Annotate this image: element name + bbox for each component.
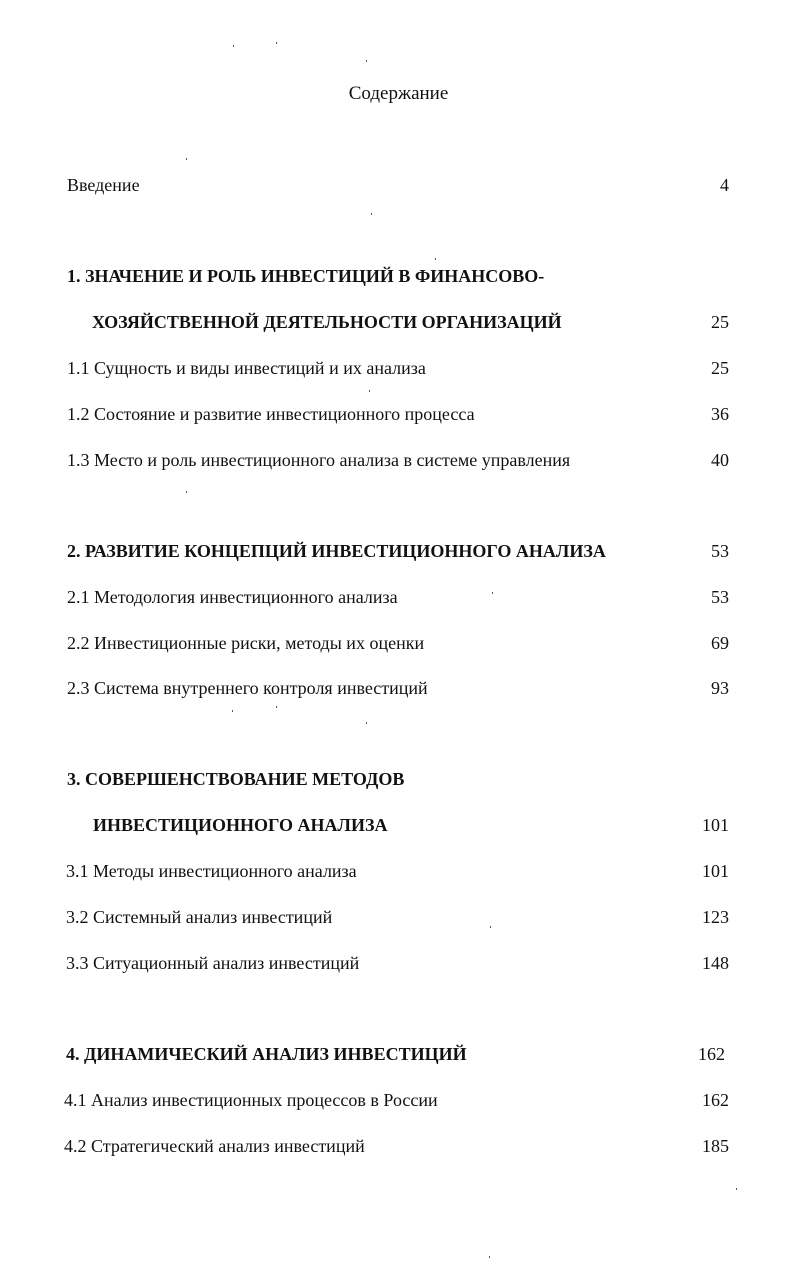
scan-speck bbox=[276, 42, 277, 44]
section-1-heading bbox=[0, 263, 797, 289]
scan-speck bbox=[492, 592, 493, 594]
toc-entry-label: 2.1 Методология инвестиционного анализа bbox=[67, 587, 398, 607]
scan-speck bbox=[186, 491, 187, 493]
section-3-heading bbox=[0, 766, 797, 792]
scan-speck bbox=[490, 926, 491, 928]
toc-entry-label: 2.3 Система внутреннего контроля инвестиций bbox=[67, 678, 428, 698]
scan-speck bbox=[489, 1256, 490, 1258]
toc-entry bbox=[0, 401, 797, 427]
toc-entry bbox=[0, 904, 797, 930]
toc-entry-page: 25 bbox=[711, 358, 729, 378]
toc-entry-page: 101 bbox=[702, 861, 729, 881]
toc-entry-label: 3.2 Системный анализ инвестиций bbox=[66, 907, 333, 927]
section-heading-text: ХОЗЯЙСТВЕННОЙ ДЕЯТЕЛЬНОСТИ ОРГАНИЗАЦИЙ bbox=[92, 312, 562, 332]
toc-entry-page: 53 bbox=[711, 587, 729, 607]
toc-entry-label: 1.2 Состояние и развитие инвестиционного процесса bbox=[67, 404, 475, 424]
toc-entry-label: 3.3 Ситуационный анализ инвестиций bbox=[66, 953, 360, 973]
toc-entry bbox=[0, 630, 797, 656]
toc-entry-label: 2.2 Инвестиционные риски, методы их оценки bbox=[67, 633, 425, 653]
section-3-heading-cont bbox=[0, 812, 797, 838]
section-page: 25 bbox=[711, 312, 729, 332]
toc-entry-label: 4.2 Стратегический анализ инвестиций bbox=[64, 1136, 365, 1156]
scan-speck bbox=[232, 710, 233, 712]
section-heading-text: 1. ЗНАЧЕНИЕ И РОЛЬ ИНВЕСТИЦИЙ В ФИНАНСОВО- bbox=[67, 266, 545, 286]
section-heading-text: 3. СОВЕРШЕНСТВОВАНИЕ МЕТОДОВ bbox=[67, 769, 405, 789]
scan-speck bbox=[371, 213, 372, 215]
toc-entry-label: Введение bbox=[67, 175, 140, 195]
toc-entry bbox=[0, 1087, 797, 1113]
toc-entry-label: 1.1 Сущность и виды инвестиций и их анализа bbox=[67, 358, 426, 378]
scan-speck bbox=[366, 722, 367, 724]
toc-entry-page: 4 bbox=[720, 175, 729, 195]
toc-entry bbox=[0, 1133, 797, 1159]
toc-entry-page: 148 bbox=[702, 953, 729, 973]
toc-entry bbox=[0, 858, 797, 884]
toc-entry bbox=[0, 950, 797, 976]
toc-entry-page: 93 bbox=[711, 678, 729, 698]
toc-entry-label: 3.1 Методы инвестиционного анализа bbox=[66, 861, 357, 881]
scan-speck bbox=[369, 390, 370, 392]
section-page: 53 bbox=[711, 541, 729, 561]
page-title: Содержание bbox=[348, 83, 449, 104]
scan-speck bbox=[435, 258, 436, 260]
toc-entry bbox=[0, 355, 797, 381]
scan-speck bbox=[736, 1188, 737, 1190]
scan-speck bbox=[186, 158, 187, 160]
section-heading-text: 4. ДИНАМИЧЕСКИЙ АНАЛИЗ ИНВЕСТИЦИЙ bbox=[66, 1044, 467, 1064]
section-page: 162 bbox=[698, 1044, 725, 1064]
section-1-heading-cont bbox=[0, 309, 797, 335]
toc-entry-label: 1.3 Место и роль инвестиционного анализа в системе управления bbox=[67, 450, 571, 470]
section-4-heading bbox=[0, 1041, 797, 1067]
toc-entry-page: 69 bbox=[711, 633, 729, 653]
toc-entry-label: 4.1 Анализ инвестиционных процессов в России bbox=[64, 1090, 438, 1110]
section-heading-text: 2. РАЗВИТИЕ КОНЦЕПЦИЙ ИНВЕСТИЦИОННОГО АНАЛИЗА bbox=[67, 541, 606, 561]
toc-entry-page: 36 bbox=[711, 404, 729, 424]
toc-entry-page: 40 bbox=[711, 450, 729, 470]
scan-speck bbox=[366, 60, 367, 62]
scan-speck bbox=[233, 45, 234, 47]
toc-entry bbox=[0, 584, 797, 610]
scan-speck bbox=[276, 706, 277, 708]
section-2-heading bbox=[0, 538, 797, 564]
toc-entry-page: 162 bbox=[702, 1090, 729, 1110]
toc-entry bbox=[0, 675, 797, 701]
toc-entry bbox=[0, 447, 797, 473]
toc-entry-page: 123 bbox=[702, 907, 729, 927]
toc-entry-page: 185 bbox=[702, 1136, 729, 1156]
section-heading-text: ИНВЕСТИЦИОННОГО АНАЛИЗА bbox=[93, 815, 388, 835]
toc-entry-intro bbox=[0, 172, 797, 198]
section-page: 101 bbox=[702, 815, 729, 835]
